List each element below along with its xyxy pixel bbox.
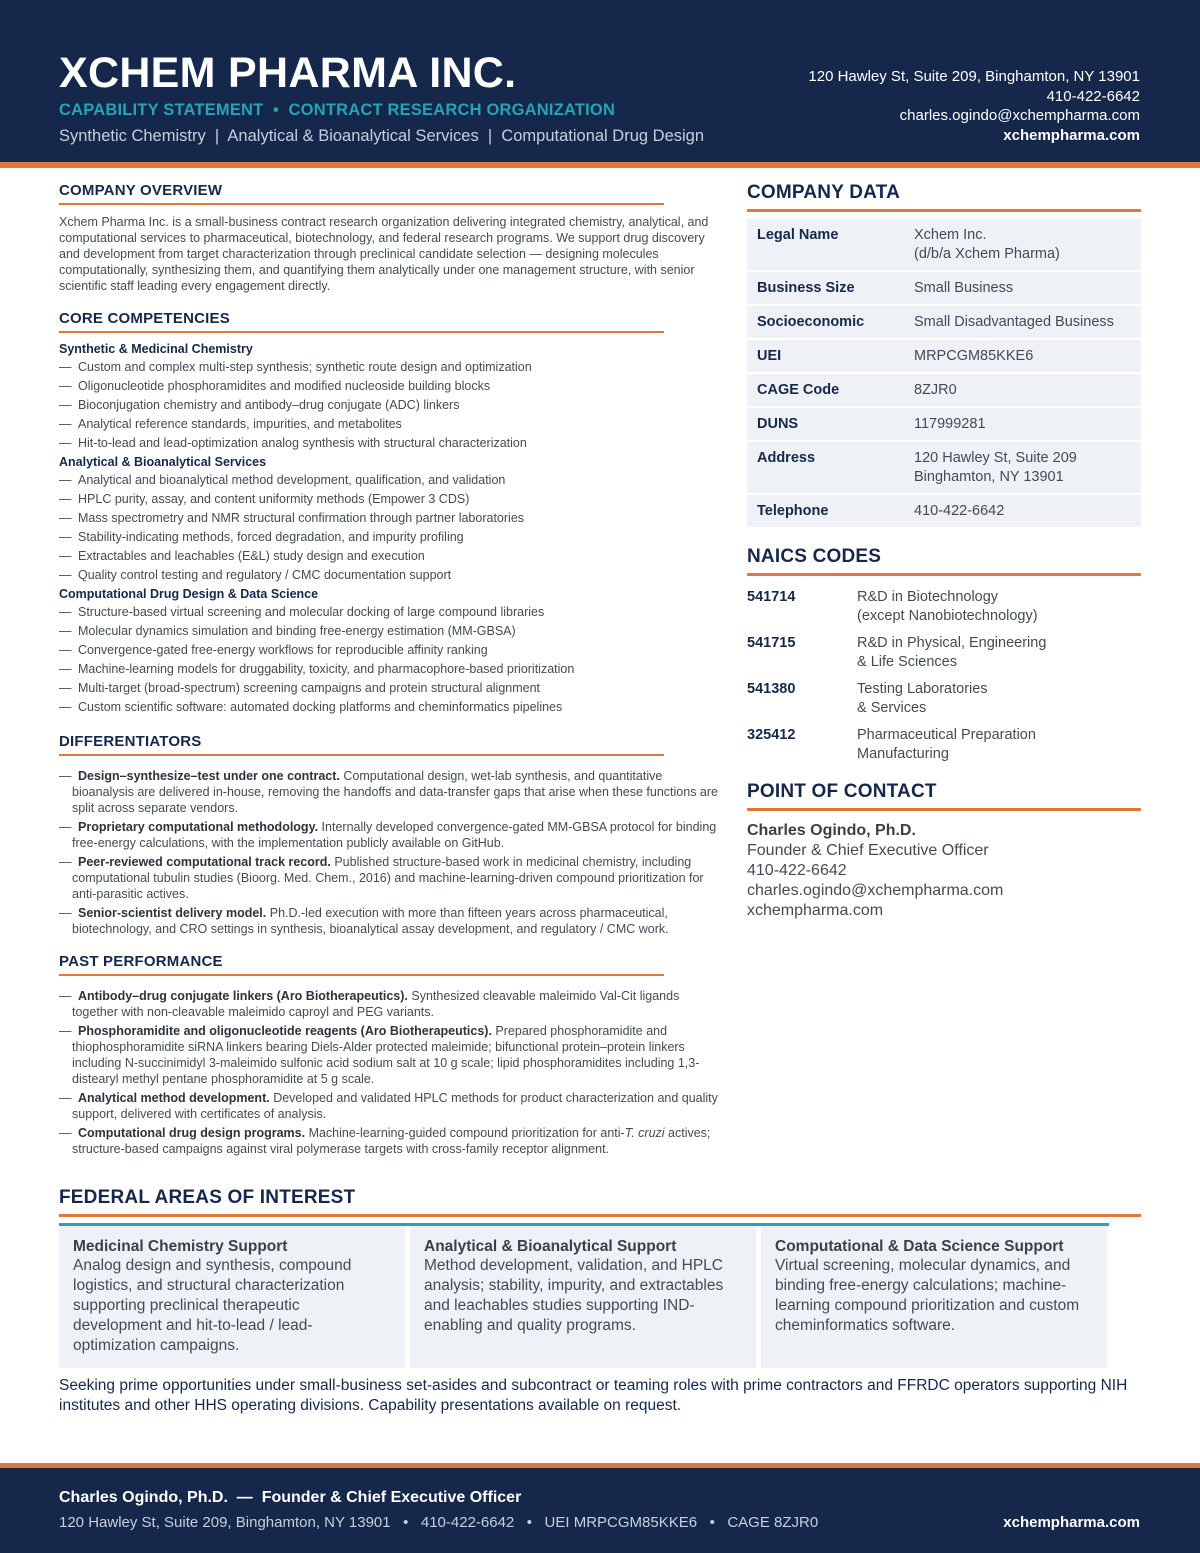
differentiators-title: DIFFERENTIATORS: [59, 733, 202, 750]
section-rule: [59, 974, 664, 976]
poc-website[interactable]: xchempharma.com: [747, 902, 884, 919]
list-item: — Convergence-gated free-energy workflows for reproducible affinity ranking: [59, 643, 488, 657]
list-item: 541380 Testing Laboratories & Services: [747, 681, 988, 716]
poc-title: POINT OF CONTACT: [747, 781, 937, 802]
company-data-table: [747, 219, 1141, 529]
section-rule: [59, 754, 664, 756]
tagline: CAPABILITY STATEMENT • CONTRACT RESEARCH ORGANIZATION: [59, 101, 616, 119]
section-rule: [747, 209, 1141, 212]
federal-card: [410, 1226, 756, 1368]
list-item: — Peer-reviewed computational track record. Published structure-based work in medicinal chemistry, including computational tubulin studies (Bioorg. Med. Chem., 2016) and machine-learning-driven compound prioritization for anti-parasitic actives.: [59, 855, 704, 901]
list-item: — Bioconjugation chemistry and antibody–drug conjugate (ADC) linkers: [59, 398, 460, 412]
list-item: — Machine-learning models for druggability, toxicity, and pharmacophore-based prioritization: [59, 662, 575, 676]
list-item: — Senior-scientist delivery model. Ph.D.-led execution with more than fifteen years across pharmaceutical, biotechnology, and CRO settings in synthesis, bioanalytical assay development, and regulatory / CMC work.: [59, 906, 669, 936]
naics-list: [747, 588, 1141, 764]
section-rule: [59, 203, 664, 205]
poc-role: Founder & Chief Executive Officer: [747, 842, 989, 859]
competency-group-title: Analytical & Bioanalytical Services: [59, 455, 267, 469]
federal-areas: [59, 1187, 1141, 1368]
header-contact: [808, 67, 1140, 145]
list-item: — Quality control testing and regulatory / CMC documentation support: [59, 568, 452, 582]
footer-details: 120 Hawley St, Suite 209, Binghamton, NY 13901 • 410-422-6642 • UEI MRPCGM85KKE6 • CAGE 8ZJR0: [59, 1514, 819, 1531]
header-phone: 410-422-6642: [1046, 87, 1140, 105]
closing-statement: Seeking prime opportunities under small-business set-asides and subcontract or teaming roles with prime contractors and FFRDC operators supporting NIH institutes and other HHS operating divisions. Capability presentations available on request.: [59, 1377, 1128, 1414]
list-item: — Analytical and bioanalytical method development, qualification, and validation: [59, 473, 506, 487]
list-item: — Phosphoramidite and oligonucleotide reagents (Aro Biotherapeutics). Prepared phosphoramidite and thiophosphoramidite siRNA linkers bearing Diels-Alder protected maleimide; bifunctional protein–protein linkers including N-succinimidyl 3-maleimido sulfonic acid sodium salt at 10 g scale; lipid phosphoramidites including 1,3-distearyl methyl pentane phosphoramidite at 5 g scale.: [59, 1024, 700, 1086]
list-item: — Custom scientific software: automated docking platforms and cheminformatics pipelines: [59, 700, 563, 714]
card-body: Virtual screening, molecular dynamics, and binding free-energy calculations; machine-learning compound prioritization and custom cheminformatics software.: [775, 1257, 1080, 1334]
poc-name: Charles Ogindo, Ph.D.: [747, 822, 916, 839]
list-item: — Structure-based virtual screening and molecular docking of large compound libraries: [59, 605, 545, 619]
footer-name: Charles Ogindo, Ph.D. — Founder & Chief Executive Officer: [59, 1489, 522, 1506]
overview-text: Xchem Pharma Inc. is a small-business contract research organization delivering integrated chemistry, analytical, and computational services to pharmaceutical, biotechnology, and federal research programs. We support drug discovery and development from target characterization through preclinical candidate selection — designing molecules computationally, synthesizing them, and quantifying them analytically under one management structure, with senior scientific staff leading every engagement directly.: [59, 215, 709, 293]
competency-group-title: Synthetic & Medicinal Chemistry: [59, 342, 253, 356]
list-item: — Custom and complex multi-step synthesis; synthetic route design and optimization: [59, 360, 532, 374]
list-item: — Stability-indicating methods, forced degradation, and impurity profiling: [59, 530, 464, 544]
competency-group: [59, 455, 724, 585]
table-row: Business Size Small Business: [747, 272, 1141, 306]
services-line: Synthetic Chemistry | Analytical & Bioanalytical Services | Computational Drug Design: [59, 127, 705, 145]
federal-cards: [59, 1226, 1141, 1368]
naics-title: NAICS CODES: [747, 546, 882, 567]
list-item: — Analytical method development. Developed and validated HPLC methods for product characterization and quality support, delivered with certificates of analysis.: [59, 1091, 718, 1121]
header-accent-rule: [0, 162, 1200, 168]
competency-group: [59, 342, 724, 453]
poc-email[interactable]: charles.ogindo@xchempharma.com: [747, 882, 1004, 899]
federal-title: FEDERAL AREAS OF INTEREST: [59, 1187, 356, 1208]
federal-card: [761, 1226, 1107, 1368]
competency-groups: [59, 342, 724, 717]
list-item: 325412 Pharmaceutical Preparation Manufacturing: [747, 727, 1036, 762]
card-title: Analytical & Bioanalytical Support: [424, 1238, 677, 1255]
differentiators-list: [59, 768, 724, 937]
card-body: Method development, validation, and HPLC analysis; stability, impurity, and extractables and leachables studies supporting IND-enabling and quality programs.: [424, 1257, 724, 1334]
point-of-contact: [747, 821, 1141, 921]
competency-group-title: Computational Drug Design & Data Science: [59, 587, 319, 601]
table-row: Socioeconomic Small Disadvantaged Business: [747, 306, 1141, 340]
list-item: — Molecular dynamics simulation and binding free-energy estimation (MM-GBSA): [59, 624, 516, 638]
list-item: — Proprietary computational methodology. Internally developed convergence-gated MM-GBSA protocol for binding free-energy calculations, with the implementation publicly available on GitHub.: [59, 820, 717, 850]
past-performance-list: [59, 988, 724, 1157]
list-item: — Oligonucleotide phosphoramidites and modified nucleoside building blocks: [59, 379, 491, 393]
table-row: UEI MRPCGM85KKE6: [747, 340, 1141, 374]
section-rule: [747, 808, 1141, 811]
company-data-title: COMPANY DATA: [747, 182, 900, 203]
card-title: Medicinal Chemistry Support: [73, 1238, 288, 1255]
poc-phone: 410-422-6642: [747, 862, 847, 879]
list-item: — Hit-to-lead and lead-optimization analog synthesis with structural characterization: [59, 436, 527, 450]
footer-website[interactable]: xchempharma.com: [1003, 1514, 1140, 1531]
section-rule: [59, 331, 664, 333]
overview-title: COMPANY OVERVIEW: [59, 182, 223, 199]
list-item: — HPLC purity, assay, and content uniformity methods (Empower 3 CDS): [59, 492, 470, 506]
list-item: 541714 R&D in Biotechnology (except Nanobiotechnology): [747, 589, 1038, 624]
table-row: CAGE Code 8ZJR0: [747, 374, 1141, 408]
list-item: — Analytical reference standards, impurities, and metabolites: [59, 417, 402, 431]
company-name: XCHEM PHARMA INC.: [59, 49, 517, 97]
header-address: 120 Hawley St, Suite 209, Binghamton, NY 13901: [808, 68, 1140, 85]
list-item: — Computational drug design programs. Machine-learning-guided compound prioritization for anti-T. cruzi actives; structure-based campaigns against viral polymerase targets with cross-family receptor alignment.: [59, 1126, 711, 1156]
table-row: Address 120 Hawley St, Suite 209 Binghamton, NY 13901: [747, 442, 1141, 495]
list-item: — Design–synthesize–test under one contract. Computational design, wet-lab synthesis, and quantitative bioanalysis are delivered in-house, removing the handoffs and data-transfer gaps that arise when these functions are split across separate vendors.: [59, 769, 718, 815]
federal-card: [59, 1226, 405, 1368]
list-item: 541715 R&D in Physical, Engineering & Life Sciences: [747, 635, 1047, 670]
header-website[interactable]: xchempharma.com: [1003, 126, 1140, 144]
card-title: Computational & Data Science Support: [775, 1238, 1064, 1255]
right-column: [747, 182, 1141, 921]
card-body: Analog design and synthesis, compound logistics, and structural characterization supporting preclinical therapeutic development and hit-to-lead / lead-optimization campaigns.: [73, 1257, 352, 1354]
list-item: — Antibody–drug conjugate linkers (Aro Biotherapeutics). Synthesized cleavable maleimido Val-Cit ligands together with non-cleavable maleimido caproyl and PEG variants.: [59, 989, 680, 1019]
list-item: — Extractables and leachables (E&L) study design and execution: [59, 549, 425, 563]
footer-banner: [0, 1468, 1200, 1553]
table-row: Legal Name Xchem Inc. (d/b/a Xchem Pharma): [747, 219, 1141, 272]
competency-group: [59, 587, 724, 717]
section-rule: [59, 1214, 1141, 1217]
competencies-title: CORE COMPETENCIES: [59, 310, 230, 327]
table-row: Telephone 410-422-6642: [747, 495, 1141, 529]
table-row: DUNS 117999281: [747, 408, 1141, 442]
left-column: [59, 182, 724, 1160]
section-rule: [747, 573, 1141, 576]
list-item: — Multi-target (broad-spectrum) screening campaigns and protein structural alignment: [59, 681, 541, 695]
header-email[interactable]: charles.ogindo@xchempharma.com: [899, 107, 1140, 124]
past-performance-title: PAST PERFORMANCE: [59, 953, 223, 970]
list-item: — Mass spectrometry and NMR structural confirmation through partner laboratories: [59, 511, 525, 525]
